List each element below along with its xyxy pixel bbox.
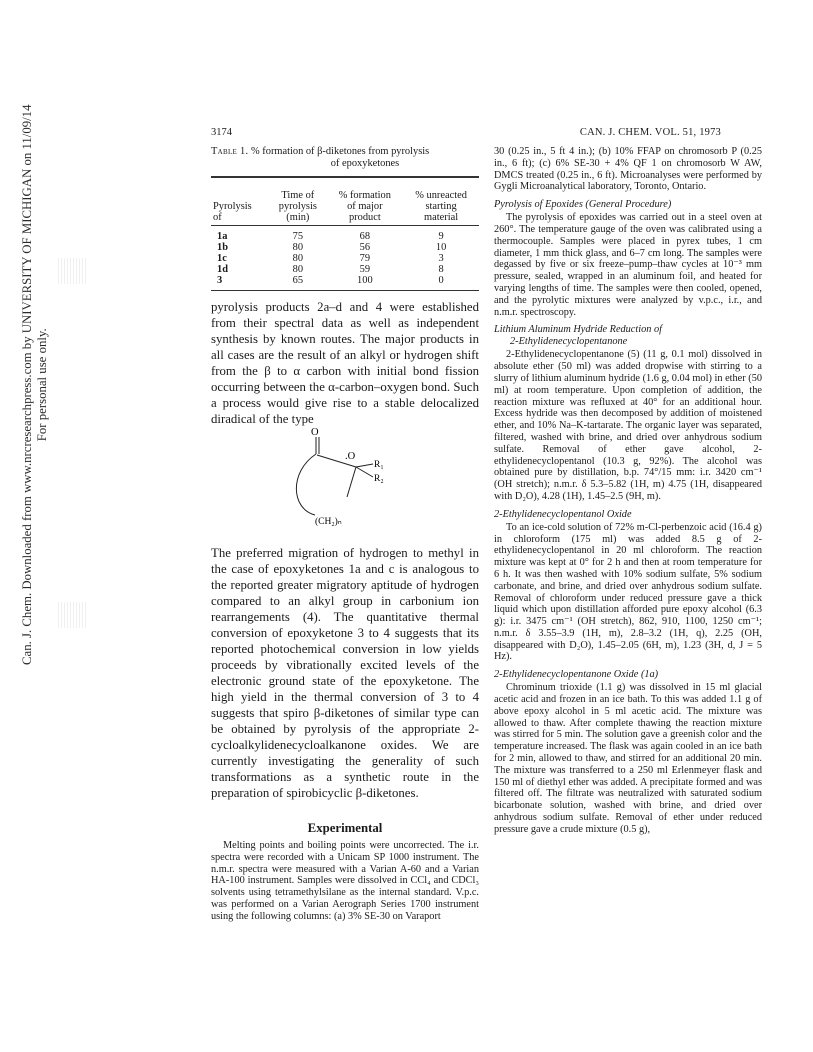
column-header-line: material (424, 212, 459, 223)
value-cell: 79 (359, 253, 371, 264)
journal-running-title: CAN. J. CHEM. VOL. 51, 1973 (579, 127, 721, 138)
compound-cell: 1b (217, 242, 228, 253)
pyrolysis-paragraph: The pyrolysis of epoxides was carried out in a steel oven at 260°. The temperature gauge of the oven was calibrated using a thermocouple. Samples were placed in pyrex tubes, 1 cm diameter, 1 mm thick glass, and 6–7 cm long. The samples were degassed by five or six freeze–pump–thaw cycles at 10⁻³ mm pressure, sealed, wrapped in an aluminum foil, and heated for varying lengths of time. The samples were then cooled, opened, and the pyrolytic mixtures were analyzed by v.p.c., i.r., and n.m.r. spectroscopy. (494, 212, 762, 318)
r1-label: R₁ (374, 460, 384, 470)
value-cell: 56 (359, 242, 371, 253)
value-cell: 3 (438, 253, 444, 264)
page-header (211, 127, 761, 138)
table-label: Table 1. (211, 146, 249, 157)
r2-label: R₂ (374, 474, 384, 484)
table-row (211, 242, 479, 253)
table-column-header (269, 177, 326, 226)
compound-cell: 3 (211, 275, 269, 291)
table-row (211, 253, 479, 264)
value-cell: 0 (403, 275, 479, 291)
column-header-line: % unreacted (415, 190, 467, 201)
table-caption (211, 146, 479, 170)
table-row (211, 226, 479, 243)
columns-paragraph: 30 (0.25 in., 5 ft 4 in.); (b) 10% FFAP on chromosorb P (0.25 in., 6 ft); (c) 6% SE-30 + 4% QF 1 on chromosorb W AW, DMCS treated (0.25 in., 6 ft). Microanalyses were performed by Gygli Microanalytical laboratory, Toronto, Ontario. (494, 146, 762, 193)
scan-noise (58, 258, 88, 284)
column-header-line: of major (347, 201, 383, 212)
subheading-ketone-oxide: 2-Ethylidenecyclopentanone Oxide (1a) (494, 669, 659, 681)
value-cell: 9 (438, 231, 444, 242)
column-header-line: of (213, 212, 222, 223)
value-cell: 65 (269, 275, 326, 291)
value-cell: 8 (438, 264, 444, 275)
subheading-reduction (494, 324, 762, 348)
value-cell: 80 (292, 264, 304, 275)
discussion-paragraph-2: The preferred migration of hydrogen to methyl in the case of epoxyketones 1a and c is analogous to the reported greater migratory aptitude of hydrogen compared to an alkyl group in carbonium ion rearrangements (4). The quantitative thermal conversion of epoxyketone 3 to 4 suggests that its reported photochemical conversion in low yields proceeds by vibrationally excited levels of the electronic ground state of the epoxyketone. The high yield in the thermal conversion of 3 to 4 suggests that spiro β-diketones of similar type can be obtained by pyrolysis of the appropriate 2-cycloalkylidenecycloalkanone oxides. We are currently investigating the generality of such transformations as a synthetic route in the preparation of spirobicyclic β-diketones. (211, 546, 479, 800)
column-header-line: Time of (281, 190, 315, 201)
table-1 (211, 176, 479, 291)
column-header-line: % formation (338, 190, 391, 201)
alcohol-oxide-paragraph: To an ice-cold solution of 72% m-Cl-perbenzoic acid (16.4 g) in chloroform (175 ml) was added 8.5 g of 2-ethylidenecyclopentanol in 20 ml chloroform. The reaction mixture was kept at 0° for 2 h and then at room temperature for 6 h. It was then washed with 10% sodium sulfate, 5% sodium carbonate, and brine, and dried over anhydrous sodium sulfate. Removal of chloroform under reduced pressure gave a thick liquid which upon distillation afforded pure epoxy alcohol (6.3 g): i.r. 3475 cm⁻¹ (OH stretch), 862, 910, 1100, 1250 cm⁻¹; n.m.r. δ 3.55–3.9 (1H, m), 2.8–3.2 (1H, q), 2.25 (OH, disappeared with D₂O), 1.45–2.05 (6H, m), 1.23 (3H, d, J = 5 Hz). (494, 521, 762, 663)
ketone-oxide-paragraph: Chrominum trioxide (1.1 g) was dissolved in 15 ml glacial acetic acid and frozen in an ice bath. To this was added 1.1 g of above epoxy alcohol in 5 ml acetic acid. The mixture was allowed to thaw. After complete thawing the reaction mixture was stirred for 5 min. The solution gave a greenish color and the temperature increased. The flask was again cooled in an ice bath for 2 min, allowed to thaw, and stirred for an additional 20 min. The mixture was transferred to a 250 ml Erlenmeyer flask and 150 ml of diethyl ether was added. A precipitate formed and was filtered off. The filtrate was neutralized with saturated sodium bicarbonate solution, washed with brine, and dried over anhydrous sodium sulfate. Removal of ether under reduced pressure gave a crude mixture (0.5 g), (494, 682, 762, 835)
table-row (211, 264, 479, 275)
watermark-line-1: Can. J. Chem. Downloaded from www.nrcresearchpress.com by UNIVERSITY OF MICHIGAN on 11/09/14 (20, 104, 34, 665)
value-cell: 59 (359, 264, 371, 275)
table-column-header (211, 177, 269, 226)
download-watermark (0, 0, 49, 1052)
structure-diagram (211, 427, 479, 545)
value-cell: 68 (359, 231, 371, 242)
value-cell: 80 (292, 253, 304, 264)
watermark-line-2: For personal use only. (35, 328, 49, 442)
table-column-header (327, 177, 404, 226)
carbonyl-oxygen: O (311, 427, 319, 438)
column-header-line: starting (425, 201, 457, 212)
column-header-line: pyrolysis (278, 201, 317, 212)
subheading-reduction-line2: 2-Ethylidenecyclopentanone (510, 336, 628, 348)
discussion-paragraph: pyrolysis products 2a–d and 4 were established from their spectral data as well as independent synthesis by known routes. The major products in all cases are the result of an alkyl or hydrogen shift from the β to α carbon with initial bond fission occurring between the α-carbon–oxygen bond. Such a process would give rise to a stable delocalized diradical of the type (211, 300, 479, 426)
diradical-structure (211, 427, 479, 545)
table-row (211, 275, 479, 291)
experimental-intro: Melting points and boiling points were uncorrected. The i.r. spectra were recorded with a Unicam SP 1000 instrument. The n.m.r. spectra were measured with a Varian A-60 and a Varian HA-100 instrument. Samples were dissolved in CCl₄ and CDCl₃ solvents using tetramethylsilane as the internal standard. V.p.c. was performed on a Varian Aerograph Series 1700 instrument using the following columns: (a) 3% SE-30 on Varaport (211, 840, 479, 922)
section-heading: Experimental (307, 821, 383, 835)
reduction-paragraph: 2-Ethylidenecyclopentanone (5) (11 g, 0.1 mol) dissolved in absolute ether (50 ml) was added dropwise with stirring to a slurry of lithium aluminum hydride (1.6 g, 0.04 mol) in ether (50 ml) at room temperature. Upon completion of addition, the reaction mixture was refluxed at 40° for an additional hour. Excess hydride was then decomposed by addition of moistened ether, and 10% Na–K-tartarate. The organic layer was separated, filtered, washed with brine, and dried over anhydrous sodium sulfate. Removal of ether gave alcohol, 2-ethylidenecyclopentanol (10.3 g, 92%). The alcohol was obtained pure by distillation, b.p. 74°/15 mm: i.r. 3420 cm⁻¹ (OH stretch); n.m.r. δ 5.3–5.82 (1H, m) 4.75 (1H, disappeared with D₂O), 4.28 (1H), 1.45–2.5 (9H, m). (494, 349, 762, 502)
compound-cell: 1c (217, 253, 227, 264)
value-cell: 10 (435, 242, 447, 253)
column-header-line: product (348, 212, 381, 223)
value-cell: 80 (292, 242, 304, 253)
page-number: 3174 (211, 127, 232, 138)
radical-oxygen: .O (345, 451, 356, 462)
value-cell: 75 (292, 231, 304, 242)
ring-label: (CH₂)ₙ (315, 517, 342, 527)
scan-noise (58, 602, 88, 628)
column-header-line: (min) (286, 212, 310, 223)
left-column (211, 146, 479, 923)
subheading-pyrolysis: Pyrolysis of Epoxides (General Procedure) (494, 199, 672, 211)
column-header-line: Pyrolysis (213, 201, 252, 212)
table-caption-a: % formation of β-diketones from pyrolysis (251, 146, 430, 157)
value-cell: 100 (327, 275, 404, 291)
right-column (494, 146, 762, 836)
compound-cell: 1d (217, 264, 228, 275)
subheading-alcohol-oxide: 2-Ethylidenecyclopentanol Oxide (494, 508, 632, 520)
table-caption-b: of epoxyketones (330, 158, 400, 169)
subheading-reduction-line1: Lithium Aluminum Hydride Reduction of (494, 324, 662, 336)
compound-cell: 1a (217, 231, 228, 242)
table-column-header (403, 177, 479, 226)
